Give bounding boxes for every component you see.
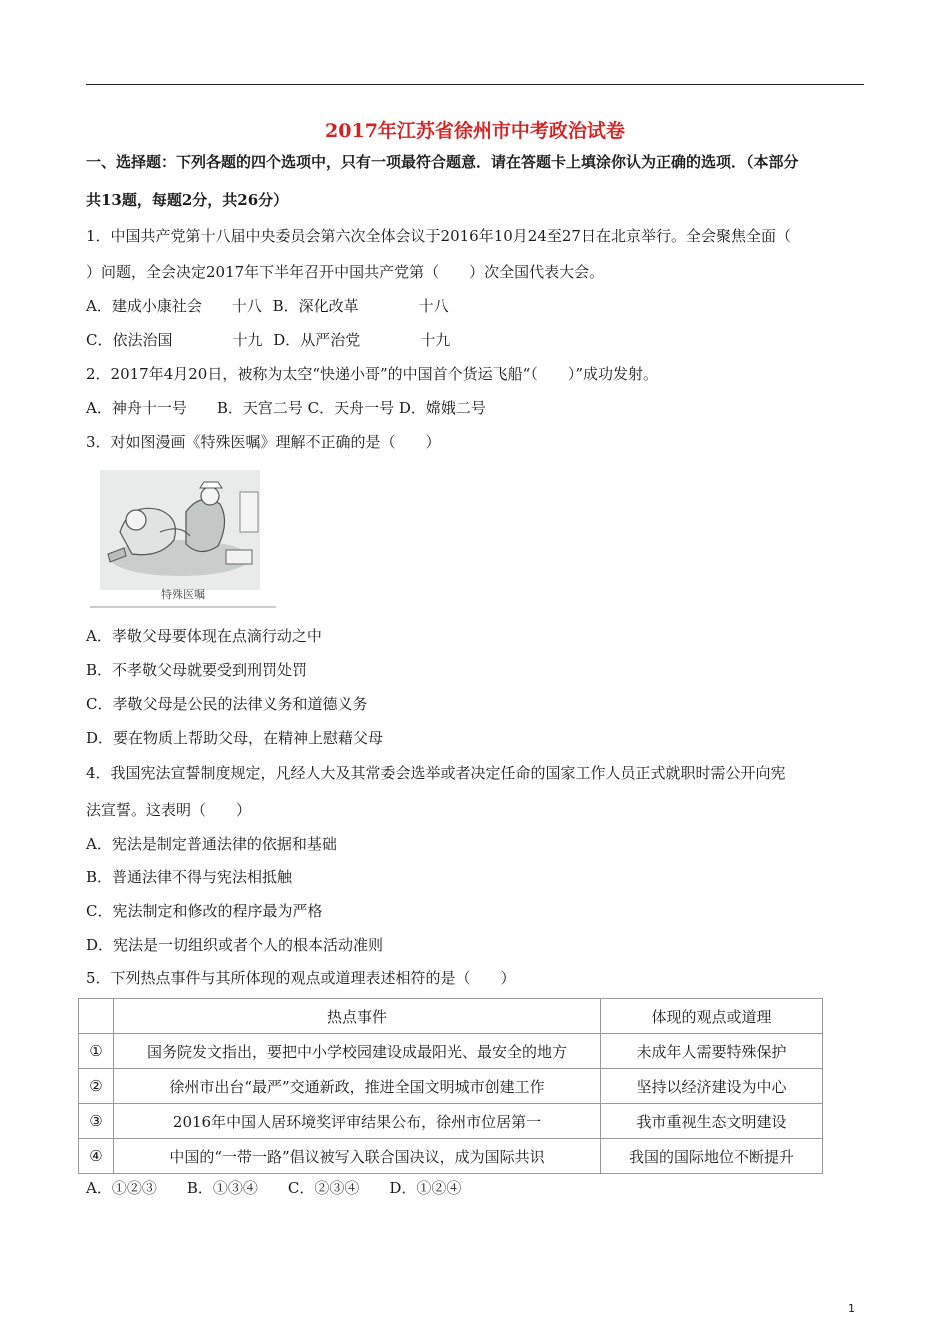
table-cell-number: ② [79, 1069, 114, 1104]
q3-option-a: A．孝敬父母要体现在点滴行动之中 [86, 627, 322, 645]
section-heading-line1: 一、选择题：下列各题的四个选项中，只有一项最符合题意．请在答题卡上填涂你认为正确的选项．（本部分 [86, 153, 799, 171]
table-header-cell: 体现的观点或道理 [601, 999, 823, 1034]
table-header-row [79, 999, 823, 1034]
q4-stem-line2: 法宣誓。这表明（ ） [86, 801, 252, 819]
q3-option-d: D．要在物质上帮助父母，在精神上慰藉父母 [86, 729, 384, 747]
table-cell-event: 中国的“一带一路”倡议被写入联合国决议，成为国际共识 [114, 1139, 601, 1174]
q1-option-b: B．深化改革 十八 [272, 297, 449, 315]
q1-option-a: A．建成小康社会 十八 [86, 297, 262, 315]
cartoon-image [90, 462, 276, 608]
q3-option-b: B．不孝敬父母就要受到刑罚处罚 [86, 661, 308, 679]
table-header-cell: 热点事件 [114, 999, 601, 1034]
table-cell-viewpoint: 我国的国际地位不断提升 [601, 1139, 823, 1174]
q4-option-b: B．普通法律不得与宪法相抵触 [86, 868, 293, 886]
table-row [79, 1104, 823, 1139]
q1-stem-line2: ）问题，全会决定2017年下半年召开中国共产党第（ ）次全国代表大会。 [86, 263, 605, 281]
q1-options-row2 [86, 330, 450, 350]
q1-options-row1 [86, 296, 449, 316]
q1-option-c: C．依法治国 十九 [86, 331, 263, 349]
page-title: 2017年江苏省徐州市中考政治试卷 [325, 120, 625, 142]
table-cell-number: ① [79, 1034, 114, 1069]
q2-options: A．神舟十一号 B．天宫二号 C．天舟一号 D．嫦娥二号 [86, 399, 486, 417]
q1-stem-line1: 1．中国共产党第十八届中央委员会第六次全体会议于2016年10月24至27日在北京举行。全会聚焦全面（ [86, 227, 791, 245]
section-heading-line2: 共13题，每题2分，共26分） [86, 191, 289, 209]
q2-stem: 2．2017年4月20日，被称为太空“快递小哥”的中国首个货运飞船“（ ）”成功发射。 [86, 365, 659, 383]
table-cell-number: ③ [79, 1104, 114, 1139]
page-number: 1 [848, 1302, 855, 1315]
table-row [79, 1034, 823, 1069]
q4-option-d: D．宪法是一切组织或者个人的根本活动准则 [86, 936, 384, 954]
q3-option-c: C．孝敬父母是公民的法律义务和道德义务 [86, 695, 368, 713]
q5-stem: 5．下列热点事件与其所体现的观点或道理表述相符的是（ ） [86, 969, 516, 987]
table-cell-event: 国务院发文指出，要把中小学校园建设成最阳光、最安全的地方 [114, 1034, 601, 1069]
table-row [79, 1069, 823, 1104]
q1-option-d: D．从严治党 十九 [273, 331, 451, 349]
q4-option-a: A．宪法是制定普通法律的依据和基础 [86, 835, 337, 853]
cartoon-caption: 特殊医嘱 [161, 588, 205, 601]
table-cell-viewpoint: 未成年人需要特殊保护 [601, 1034, 823, 1069]
q4-option-c: C．宪法制定和修改的程序最为严格 [86, 902, 323, 920]
q5-options: A．①②③ B．①③④ C．②③④ D．①②④ [86, 1179, 462, 1197]
table-row [79, 1139, 823, 1174]
table-cell-viewpoint: 我市重视生态文明建设 [601, 1104, 823, 1139]
table-cell-event: 徐州市出台“最严”交通新政，推进全国文明城市创建工作 [114, 1069, 601, 1104]
q4-stem-line1: 4．我国宪法宣誓制度规定，凡经人大及其常委会选举或者决定任命的国家工作人员正式就职时需公开向宪 [86, 764, 786, 782]
table-header-cell [79, 999, 114, 1034]
header-rule [86, 84, 864, 85]
table-cell-viewpoint: 坚持以经济建设为中心 [601, 1069, 823, 1104]
table-cell-event: 2016年中国人居环境奖评审结果公布，徐州市位居第一 [114, 1104, 601, 1139]
table-cell-number: ④ [79, 1139, 114, 1174]
q3-stem: 3．对如图漫画《特殊医嘱》理解不正确的是（ ） [86, 433, 441, 451]
hot-events-table [78, 998, 823, 1174]
